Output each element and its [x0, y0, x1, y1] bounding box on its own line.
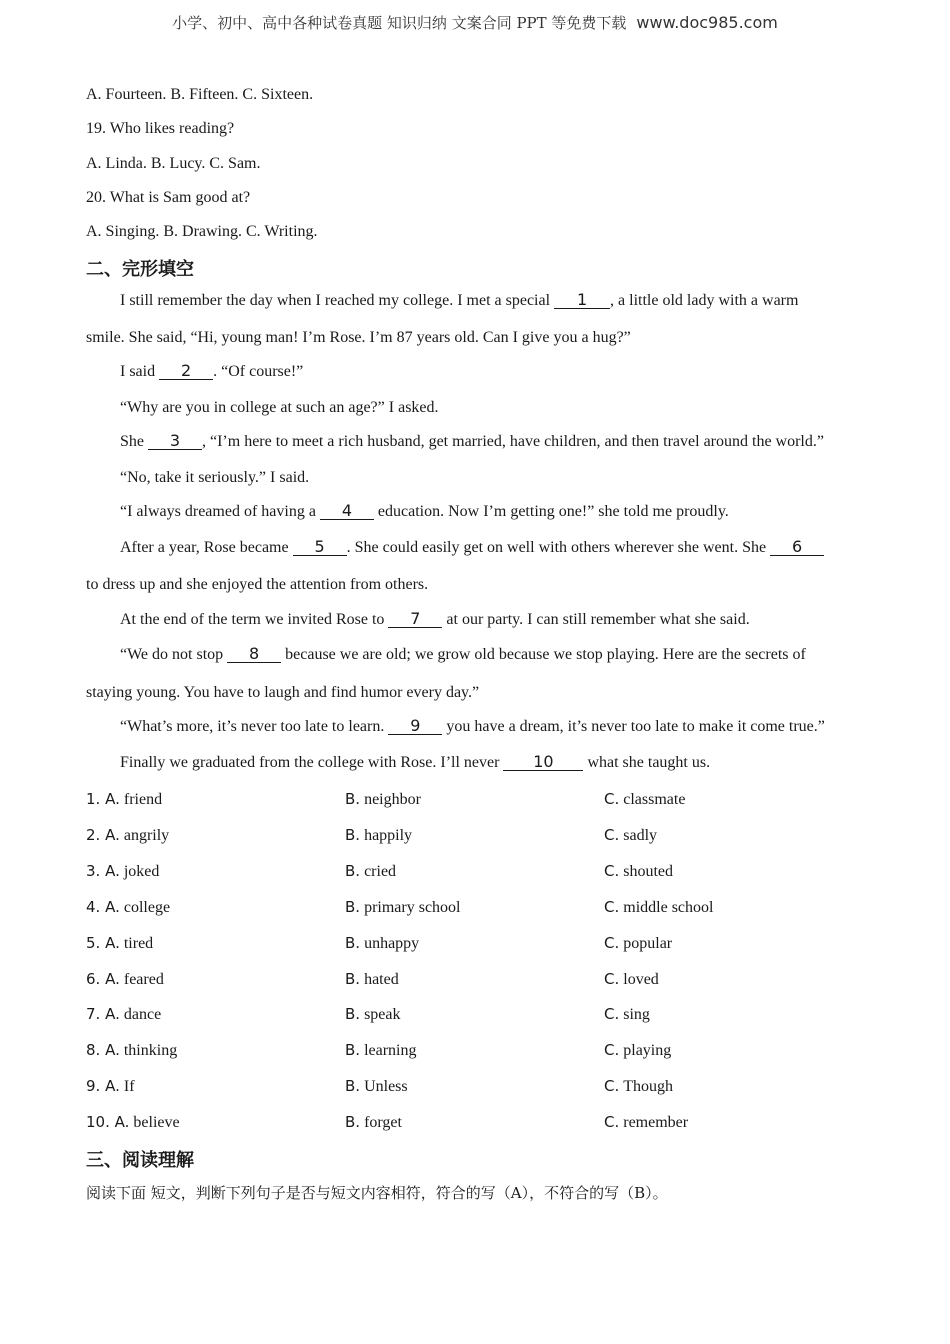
- option-c-label: C.: [604, 1041, 620, 1059]
- option-a: [86, 1041, 177, 1060]
- blank-2: 2: [159, 363, 213, 380]
- option-b-label: B.: [345, 898, 361, 916]
- option-b-text: neighbor: [364, 791, 421, 808]
- option-b: [345, 1077, 408, 1096]
- header-url[interactable]: www.doc985.com: [636, 13, 778, 32]
- option-c-label: C.: [604, 898, 620, 916]
- passage-text: “What’s more, it’s never too late to learn.: [120, 718, 389, 735]
- passage-paragraph: [120, 646, 806, 664]
- option-a: [86, 934, 153, 953]
- q19-options: A. Linda. B. Lucy. C. Sam.: [86, 155, 261, 172]
- passage-paragraph: “Why are you in college at such an age?” I asked.: [120, 399, 439, 416]
- blank-3: 3: [148, 433, 202, 450]
- option-a: [86, 1113, 180, 1132]
- passage-text: After a year, Rose became: [120, 539, 293, 556]
- question-number: 2. A.: [86, 826, 120, 844]
- option-b: [345, 826, 412, 845]
- passage-paragraph: [120, 503, 729, 521]
- option-b: [345, 934, 419, 953]
- blank-7: 7: [388, 611, 442, 628]
- passage-text: , a little old lady with a warm: [610, 292, 799, 309]
- question-number: 10. A.: [86, 1113, 130, 1131]
- option-b-label: B.: [345, 826, 361, 844]
- blank-6: 6: [770, 539, 824, 556]
- option-c: [604, 970, 659, 989]
- option-c-text: sing: [623, 1006, 650, 1023]
- question-number: 6. A.: [86, 970, 120, 988]
- question-number: 3. A.: [86, 862, 120, 880]
- option-c-label: C.: [604, 790, 620, 808]
- option-row: [86, 1041, 886, 1063]
- option-c: [604, 862, 673, 881]
- passage-text: She: [120, 433, 148, 450]
- option-c: [604, 1077, 673, 1096]
- option-a: [86, 1005, 161, 1024]
- passage-text: I still remember the day when I reached my college. I met a special: [120, 292, 555, 309]
- option-b: [345, 1113, 402, 1132]
- passage-text: I said: [120, 363, 160, 380]
- option-c: [604, 1041, 671, 1060]
- question-number: 7. A.: [86, 1005, 120, 1023]
- passage-continuation: to dress up and she enjoyed the attention from others.: [86, 576, 429, 593]
- option-b-label: B.: [345, 790, 361, 808]
- question-number: 1. A.: [86, 790, 120, 808]
- option-a-text: angrily: [123, 827, 170, 844]
- passage-text: At the end of the term we invited Rose to: [120, 611, 389, 628]
- passage-text: what she taught us.: [583, 754, 711, 771]
- q19-question: 19. Who likes reading?: [86, 120, 235, 137]
- option-a: [86, 790, 162, 809]
- q18-options: A. Fourteen. B. Fifteen. C. Sixteen.: [86, 86, 314, 103]
- option-a-text: joked: [123, 863, 160, 880]
- option-c: [604, 1113, 688, 1132]
- option-c-text: playing: [623, 1042, 672, 1059]
- option-c-text: Though: [623, 1078, 674, 1095]
- option-a: [86, 970, 164, 989]
- option-b-label: B.: [345, 934, 361, 952]
- reading-instruction: 阅读下面 短文，判断下列句子是否与短文内容相符，符合的写（A），不符合的写（B）。: [86, 1184, 668, 1202]
- question-number: 9. A.: [86, 1077, 120, 1095]
- passage-paragraph: “No, take it seriously.” I said.: [120, 469, 310, 486]
- option-row: [86, 1005, 886, 1027]
- option-c-text: middle school: [623, 899, 714, 916]
- question-number: 5. A.: [86, 934, 120, 952]
- option-row: [86, 934, 886, 956]
- option-b-text: Unless: [364, 1078, 408, 1095]
- option-c: [604, 826, 657, 845]
- option-c-text: loved: [623, 971, 659, 988]
- passage-paragraph: [120, 539, 824, 557]
- passage-text: you have a dream, it’s never too late to make it come true.”: [442, 718, 825, 735]
- option-b-text: happily: [364, 827, 413, 844]
- option-a-text: If: [123, 1078, 135, 1095]
- option-c-text: classmate: [623, 791, 686, 808]
- passage-paragraph: [120, 433, 824, 451]
- blank-9: 9: [388, 718, 442, 735]
- option-b-label: B.: [345, 1005, 361, 1023]
- option-c-text: remember: [623, 1114, 689, 1131]
- option-c-label: C.: [604, 1113, 620, 1131]
- option-b: [345, 898, 460, 917]
- passage-text: , “I’m here to meet a rich husband, get married, have children, and then travel around the world.”: [202, 433, 824, 450]
- section-title-reading: 三、阅读理解: [86, 1150, 194, 1171]
- option-b-label: B.: [345, 1077, 361, 1095]
- passage-text: education. Now I’m getting one!” she told me proudly.: [373, 503, 729, 520]
- option-c: [604, 934, 672, 953]
- option-c-label: C.: [604, 1005, 620, 1023]
- question-number: 4. A.: [86, 898, 120, 916]
- option-c-text: sadly: [623, 827, 658, 844]
- option-b-text: speak: [364, 1006, 401, 1023]
- option-c: [604, 1005, 650, 1024]
- q20-options: A. Singing. B. Drawing. C. Writing.: [86, 223, 318, 240]
- passage-text: “We do not stop: [120, 646, 228, 663]
- question-number: 8. A.: [86, 1041, 120, 1059]
- option-a-text: tired: [123, 935, 154, 952]
- blank-4: 4: [320, 503, 374, 520]
- option-c-label: C.: [604, 970, 620, 988]
- section-title-cloze: 二、完形填空: [86, 259, 194, 280]
- blank-8: 8: [227, 646, 281, 663]
- option-c-label: C.: [604, 826, 620, 844]
- q20-question: 20. What is Sam good at?: [86, 189, 251, 206]
- blank-10: 10: [503, 754, 583, 771]
- option-a-text: college: [123, 899, 171, 916]
- option-b-label: B.: [345, 1113, 361, 1131]
- passage-continuation: smile. She said, “Hi, young man! I’m Rose. I’m 87 years old. Can I give you a hug?”: [86, 329, 631, 346]
- option-b-text: hated: [364, 971, 399, 988]
- passage-paragraph: [120, 718, 825, 736]
- option-c-label: C.: [604, 934, 620, 952]
- option-a-text: friend: [123, 791, 163, 808]
- passage-text: because we are old; we grow old because we stop playing. Here are the secrets of: [281, 646, 806, 663]
- blank-1: 1: [554, 292, 610, 309]
- option-a-text: thinking: [123, 1042, 178, 1059]
- passage-text: “I always dreamed of having a: [120, 503, 320, 520]
- option-b-text: learning: [364, 1042, 417, 1059]
- option-a: [86, 826, 169, 845]
- option-row: [86, 1113, 886, 1135]
- option-a: [86, 1077, 135, 1096]
- passage-continuation: staying young. You have to laugh and find humor every day.”: [86, 684, 480, 701]
- option-a: [86, 862, 159, 881]
- option-row: [86, 898, 886, 920]
- option-a-text: dance: [123, 1006, 162, 1023]
- option-b-label: B.: [345, 970, 361, 988]
- passage-paragraph: [120, 754, 710, 772]
- passage-text: . “Of course!”: [213, 363, 304, 380]
- option-b: [345, 862, 396, 881]
- option-row: [86, 1077, 886, 1099]
- option-b-text: cried: [364, 863, 397, 880]
- option-c: [604, 790, 685, 809]
- option-b-label: B.: [345, 862, 361, 880]
- option-c-label: C.: [604, 1077, 620, 1095]
- option-a-text: believe: [133, 1114, 180, 1131]
- option-b: [345, 790, 421, 809]
- option-b: [345, 970, 399, 989]
- option-row: [86, 790, 886, 812]
- passage-text: Finally we graduated from the college with Rose. I’ll never: [120, 754, 504, 771]
- passage-text: . She could easily get on well with others wherever she went. She: [346, 539, 771, 556]
- passage-paragraph: [120, 363, 303, 381]
- option-row: [86, 970, 886, 992]
- option-b-text: forget: [364, 1114, 402, 1131]
- option-c-text: shouted: [623, 863, 674, 880]
- option-b-text: unhappy: [364, 935, 420, 952]
- option-c-text: popular: [623, 935, 673, 952]
- option-c-label: C.: [604, 862, 620, 880]
- option-b: [345, 1041, 416, 1060]
- option-b-label: B.: [345, 1041, 361, 1059]
- blank-5: 5: [293, 539, 347, 556]
- option-row: [86, 862, 886, 884]
- option-row: [86, 826, 886, 848]
- option-a-text: feared: [123, 971, 164, 988]
- option-b: [345, 1005, 401, 1024]
- header-text: 小学、初中、高中各种试卷真题 知识归纳 文案合同 PPT 等免费下载: [172, 14, 627, 32]
- page-header: [0, 12, 950, 33]
- option-b-text: primary school: [364, 899, 461, 916]
- passage-paragraph: [120, 611, 750, 629]
- passage-text: at our party. I can still remember what she said.: [442, 611, 750, 628]
- passage-paragraph: [120, 292, 798, 310]
- option-c: [604, 898, 713, 917]
- option-a: [86, 898, 170, 917]
